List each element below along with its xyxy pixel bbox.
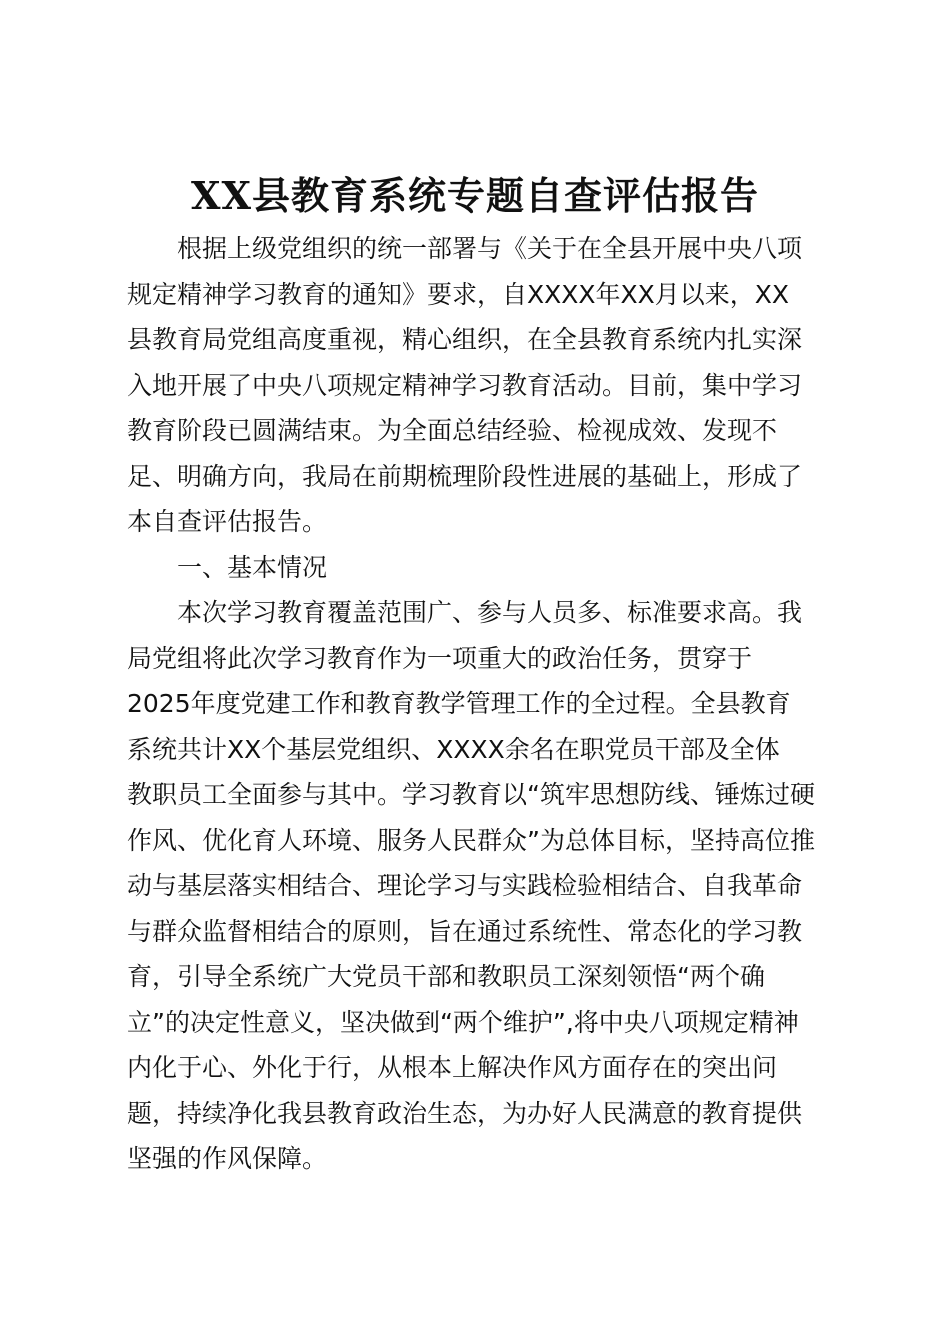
paragraph-line: 育，引导全系统广大党员干部和教职员工深刻领悟“两个确 — [127, 962, 765, 991]
paragraph-line: 作风、优化育人环境、服务人民群众”为总体目标，坚持高位推 — [127, 825, 815, 855]
paragraph-line: 立”的决定性意义，坚决做到“两个维护”,将中央八项规定精神 — [127, 1007, 799, 1037]
section-heading: 一、基本情况 — [177, 552, 328, 582]
paragraph-line: 局党组将此次学习教育作为一项重大的政治任务，贯穿于 — [127, 643, 753, 673]
paragraph-line: 题，持续净化我县教育政治生态，为办好人民满意的教育提供 — [127, 1098, 803, 1128]
paragraph-line: 坚强的作风保障。 — [127, 1144, 328, 1173]
paragraph-line: 县教育局党组高度重视，精心组织，在全县教育系统内扎实深 — [127, 325, 803, 354]
paragraph-line: 本自查评估报告。 — [127, 507, 328, 536]
paragraph-line: 系统共计XX个基层党组织、XXXX余名在职党员干部及全体 — [127, 734, 780, 764]
paragraph-line: 动与基层落实相结合、理论学习与实践检验相结合、自我革命 — [127, 871, 803, 900]
basic-situation-paragraph — [127, 590, 827, 1182]
paragraph-line: 规定精神学习教育的通知》要求，自XXXX年XX月以来，XX — [127, 279, 790, 309]
paragraph-line: 根据上级党组织的统一部署与《关于在全县开展中央八项 — [177, 234, 803, 263]
paragraph-line: 教育阶段已圆满结束。为全面总结经验、检视成效、发现不 — [127, 416, 778, 445]
document-title: XX县教育系统专题自查评估报告 — [191, 173, 759, 218]
intro-paragraph — [127, 226, 827, 545]
paragraph-line: 内化于心、外化于行，从根本上解决作风方面存在的突出问 — [127, 1053, 778, 1082]
paragraph-line: 本次学习教育覆盖范围广、参与人员多、标准要求高。我 — [177, 598, 803, 627]
paragraph-line: 足、明确方向，我局在前期梳理阶段性进展的基础上，形成了 — [127, 461, 803, 491]
paragraph-line: 2025年度党建工作和教育教学管理工作的全过程。全县教育 — [127, 689, 791, 718]
paragraph-line: 教职员工全面参与其中。学习教育以“筑牢思想防线、锤炼过硬 — [127, 780, 815, 809]
paragraph-line: 与群众监督相结合的原则，旨在通过系统性、常态化的学习教 — [127, 916, 803, 946]
document-body — [127, 226, 827, 1182]
paragraph-line: 入地开展了中央八项规定精神学习教育活动。目前，集中学习 — [127, 370, 803, 400]
